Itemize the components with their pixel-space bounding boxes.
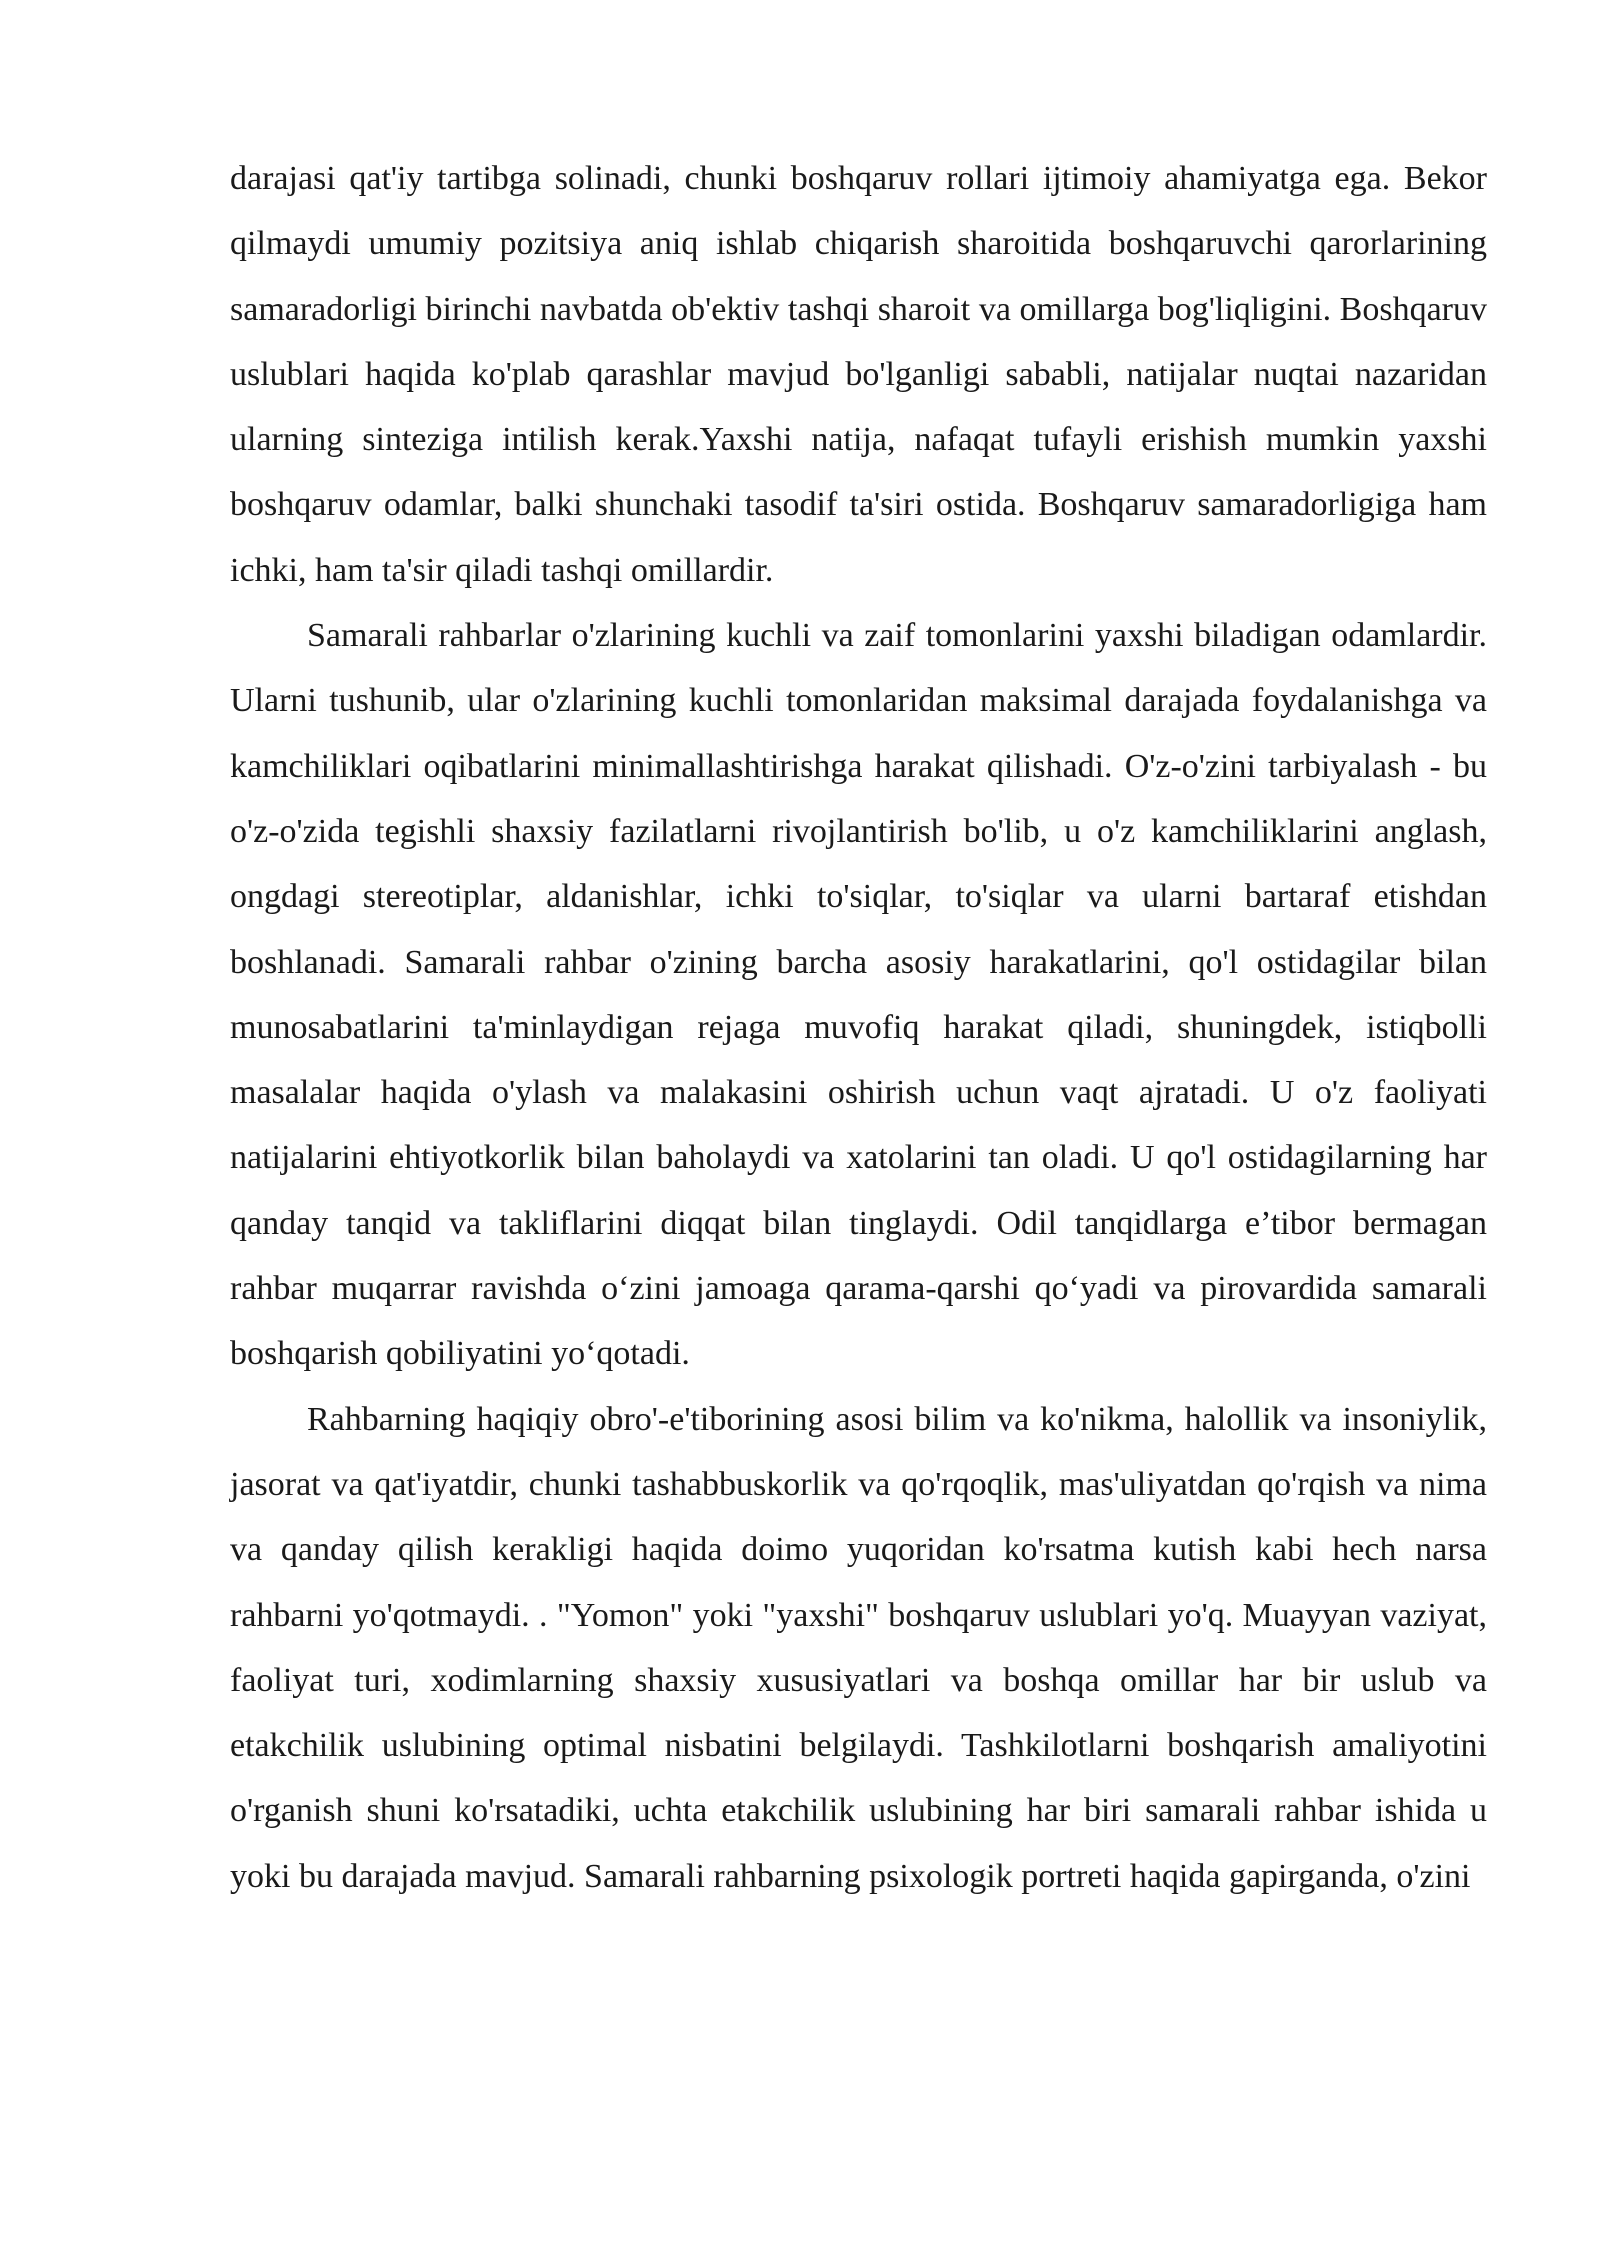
paragraph-2: Samarali rahbarlar o'zlarining kuchli va zaif tomonlarini yaxshi biladigan odamlardir. Ularni tushunib, ular o'zlarining kuchli tomonlaridan maksimal darajada foydalanishga va kamchiliklari oqibatlarini minimallashtirishga harakat qilishadi. O'z-o'zini tarbiyalash - bu o'z-o'zida tegishli shaxsiy fazilatlarni rivojlantirish bo'lib, u o'z kamchiliklarini anglash, ongdagi stereotiplar, aldanishlar, ichki to'siqlar, to'siqlar va ularni bartaraf etishdan boshlanadi. Samarali rahbar o'zining barcha asosiy harakatlarini, qo'l ostidagilar bilan munosabatlarini ta'minlaydigan rejaga muvofiq harakat qiladi, shuningdek, istiqbolli masalalar haqida o'ylash va malakasini oshirish uchun vaqt ajratadi. U o'z faoliyati natijalarini ehtiyotkorlik bilan baholaydi va xatolarini tan oladi. U qo'l ostidagilarning har qanday tanqid va takliflarini diqqat bilan tinglaydi. Odil tanqidlarga e’tibor bermagan rahbar muqarrar ravishda o‘zini jamoaga qarama-qarshi qo‘yadi va pirovardida samarali boshqarish qobiliyatini yo‘qotadi. <box>230 617 1487 1373</box>
paragraph-3: Rahbarning haqiqiy obro'-e'tiborining asosi bilim va ko'nikma, halollik va insoniylik, jasorat va qat'iyatdir, chunki tashabbuskorlik va qo'rqoqlik, mas'uliyatdan qo'rqish va nima va qanday qilish kerakligi haqida doimo yuqoridan ko'rsatma kutish kabi hech narsa rahbarni yo'qotmaydi. . "Yomon" yoki "yaxshi" boshqaruv uslublari yo'q. Muayyan vaziyat, faoliyat turi, xodimlarning shaxsiy xususiyatlari va boshqa omillar har bir uslub va etakchilik uslubining optimal nisbatini belgilaydi. Tashkilotlarni boshqarish amaliyotini o'rganish shuni ko'rsatadiki, uchta etakchilik uslubining har biri samarali rahbar ishida u yoki bu darajada mavjud. Samarali rahbarning psixologik portreti haqida gapirganda, o'zini <box>230 1400 1487 1895</box>
document-body <box>230 146 1487 1909</box>
paragraph-1: darajasi qat'iy tartibga solinadi, chunki boshqaruv rollari ijtimoiy ahamiyatga ega. Bekor qilmaydi umumiy pozitsiya aniq ishlab chiqarish sharoitida boshqaruvchi qarorlarining samaradorligi birinchi navbatda ob'ektiv tashqi sharoit va omillarga bog'liqligini. Boshqaruv uslublari haqida ko'plab qarashlar mavjud bo'lganligi sababli, natijalar nuqtai nazaridan ularning sinteziga intilish kerak.Yaxshi natija, nafaqat tufayli erishish mumkin yaxshi boshqaruv odamlar, balki shunchaki tasodif ta'siri ostida. Boshqaruv samaradorligiga ham ichki, ham ta'sir qiladi tashqi omillardir. <box>230 160 1487 589</box>
